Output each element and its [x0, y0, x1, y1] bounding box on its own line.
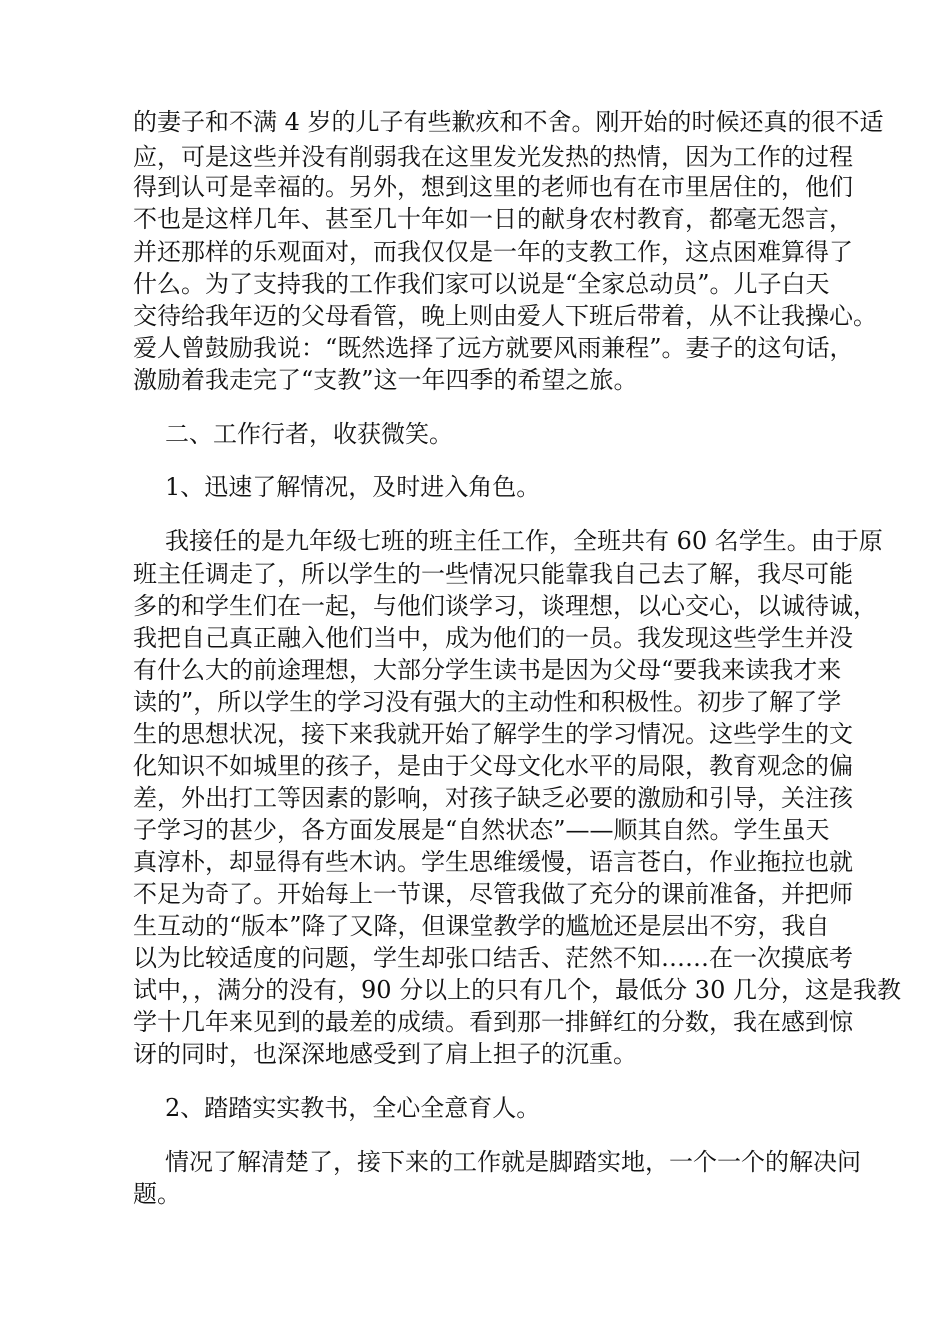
text-line: 什么。为了支持我的工作我们家可以说是“全家总动员”。儿子白天: [133, 270, 830, 298]
text-line: 读的”，所以学生的学习没有强大的主动性和积极性。初步了解了学: [133, 688, 842, 716]
text-line: 子学习的甚少，各方面发展是“自然状态”——顺其自然。学生虽天: [133, 816, 830, 844]
text-line: 讶的同时，也深深地感受到了肩上担子的沉重。: [133, 1040, 637, 1068]
text-line: 不也是这样几年、甚至几十年如一日的献身农村教育，都毫无怨言，: [133, 205, 853, 233]
subsection-heading: 2、踏踏实实教书，全心全意育人。: [165, 1094, 541, 1122]
text-line: 学十几年来见到的最差的成绩。看到那一排鲜红的分数，我在感到惊: [133, 1008, 853, 1036]
text-line: 并还那样的乐观面对，而我仅仅是一年的支教工作，这点困难算得了: [133, 238, 853, 266]
subsection-heading: 1、迅速了解情况，及时进入角色。: [165, 473, 541, 501]
text-line: 应，可是这些并没有削弱我在这里发光发热的热情，因为工作的过程: [133, 143, 853, 171]
text-line: 我把自己真正融入他们当中，成为他们的一员。我发现这些学生并没: [133, 624, 853, 652]
text-line: 化知识不如城里的孩子，是由于父母文化水平的局限，教育观念的偏: [133, 752, 853, 780]
text-line: 差，外出打工等因素的影响，对孩子缺乏必要的激励和引导，关注孩: [133, 784, 853, 812]
text-line: 有什么大的前途理想，大部分学生读书是因为父母“要我来读我才来: [133, 656, 842, 684]
text-line: 生的思想状况，接下来我就开始了解学生的学习情况。这些学生的文: [133, 720, 853, 748]
text-line: 的妻子和不满 4 岁的儿子有些歉疚和不舍。刚开始的时候还真的很不适: [133, 108, 884, 136]
text-line: 生互动的“版本”降了又降，但课堂教学的尴尬还是层出不穷，我自: [133, 912, 830, 940]
text-line: 以为比较适度的问题，学生却张口结舌、茫然不知……在一次摸底考: [133, 944, 853, 972]
text-line: 班主任调走了，所以学生的一些情况只能靠我自己去了解，我尽可能: [133, 560, 853, 588]
section-heading: 二、工作行者，收获微笑。: [165, 420, 453, 448]
text-line: 交待给我年迈的父母看管，晚上则由爱人下班后带着，从不让我操心。: [133, 302, 877, 330]
text-line: 真淳朴，却显得有些木讷。学生思维缓慢，语言苍白，作业拖拉也就: [133, 848, 853, 876]
text-line: 爱人曾鼓励我说：“既然选择了远方就要风雨兼程”。妻子的这句话，: [133, 334, 854, 362]
text-line: 激励着我走完了“支教”这一年四季的希望之旅。: [133, 366, 638, 394]
text-line: 得到认可是幸福的。另外，想到这里的老师也有在市里居住的，他们: [133, 173, 853, 201]
text-line: 不足为奇了。开始每上一节课，尽管我做了充分的课前准备，并把师: [133, 880, 853, 908]
text-line: 多的和学生们在一起，与他们谈学习，谈理想，以心交心，以诚待诚，: [133, 592, 877, 620]
text-line: 试中，，满分的没有，90 分以上的只有几个，最低分 30 几分，这是我教: [133, 976, 901, 1004]
text-line: 我接任的是九年级七班的班主任工作，全班共有 60 名学生。由于原: [165, 527, 883, 555]
text-line: 题。: [133, 1180, 181, 1208]
text-line: 情况了解清楚了，接下来的工作就是脚踏实地，一个一个的解决问: [165, 1148, 861, 1176]
